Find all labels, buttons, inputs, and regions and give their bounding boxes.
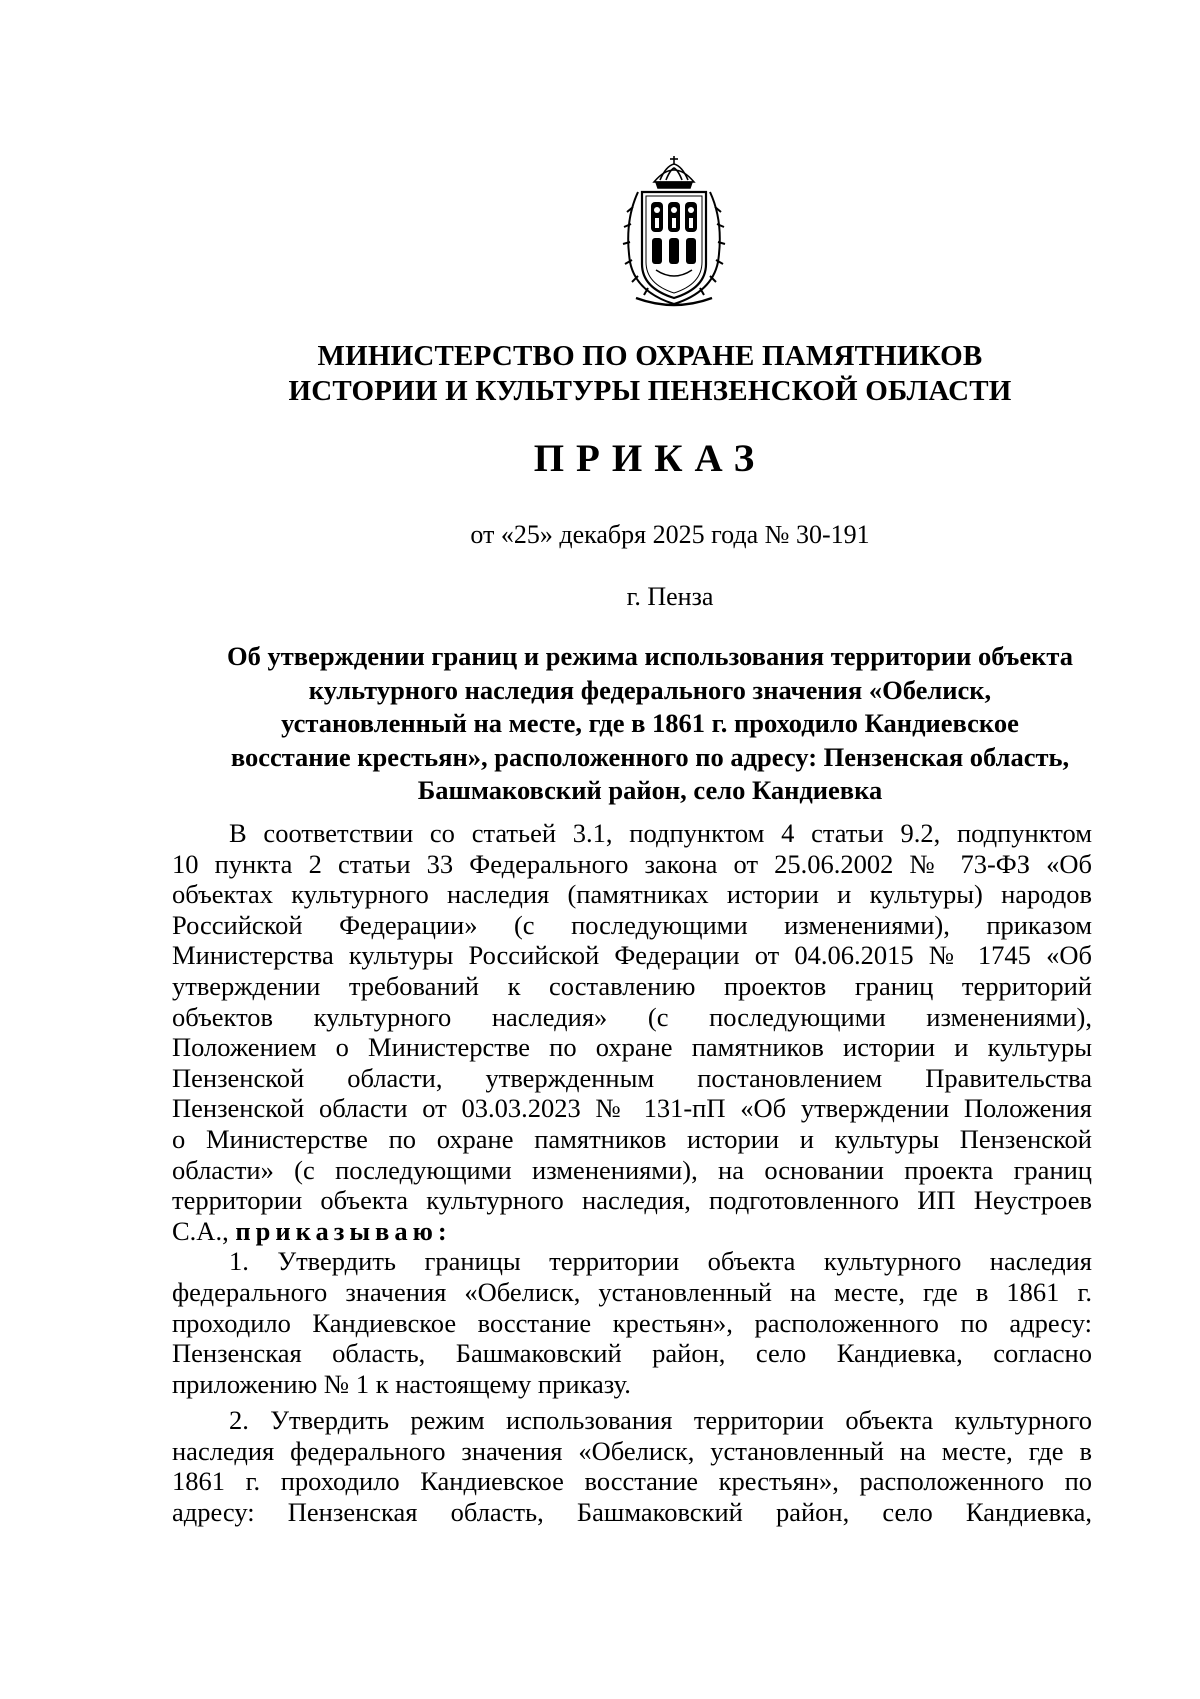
document-type-heading: ПРИКАЗ bbox=[533, 437, 767, 480]
coat-of-arms-emblem bbox=[616, 152, 732, 310]
order-title bbox=[150, 640, 1150, 808]
item2-line: адресу: Пензенская область, Башмаковский район, село Кандиевка, bbox=[172, 1497, 1092, 1528]
order-body bbox=[172, 818, 1092, 1528]
preamble-line: Положением о Министерстве по охране памятников истории и культуры bbox=[172, 1032, 1092, 1063]
item1-line: Пензенская область, Башмаковский район, село Кандиевка, согласно bbox=[172, 1338, 1092, 1369]
order-word: приказываю: bbox=[235, 1215, 452, 1246]
order-city: г. Пенза bbox=[626, 582, 714, 611]
preamble-line: В соответствии со статьей 3.1, подпунктом 4 статьи 9.2, подпунктом bbox=[229, 818, 1092, 848]
title-line: Башмаковский район, село Кандиевка bbox=[417, 775, 883, 805]
preamble-line: объектах культурного наследия (памятниках истории и культуры) народов bbox=[172, 879, 1092, 910]
preamble-line: Российской Федерации» (с последующими изменениями), приказом bbox=[172, 909, 1092, 940]
order-date-number: от «25» декабря 2025 года № 30-191 bbox=[470, 520, 870, 549]
ministry-name-line2: ИСТОРИИ И КУЛЬТУРЫ ПЕНЗЕНСКОЙ ОБЛАСТИ bbox=[288, 375, 1012, 407]
preamble-line: Министерства культуры Российской Федерации от 04.06.2015 № 1745 «Об bbox=[172, 940, 1092, 971]
title-line: установленный на месте, где в 1861 г. проходило Кандиевское bbox=[281, 708, 1019, 738]
item2-line: 1861 г. проходило Кандиевское восстание крестьян», расположенного по bbox=[172, 1466, 1092, 1497]
preamble-line: объектов культурного наследия» (с последующими изменениями), bbox=[172, 1001, 1092, 1032]
item1-line: федерального значения «Обелиск, установленный на месте, где в 1861 г. bbox=[172, 1276, 1092, 1307]
title-line: восстание крестьян», расположенного по адресу: Пензенская область, bbox=[230, 741, 1070, 772]
preamble-line: Пензенской области от 03.03.2023 № 131-пП «Об утверждении Положения bbox=[172, 1093, 1092, 1124]
preamble-line: территории объекта культурного наследия, подготовленного ИП Неустроев bbox=[172, 1185, 1092, 1216]
preamble-line: о Министерстве по охране памятников истории и культуры Пензенской bbox=[172, 1123, 1092, 1154]
preamble-line: 10 пункта 2 статьи 33 Федерального закона от 25.06.2002 № 73-ФЗ «Об bbox=[172, 848, 1092, 879]
title-line: культурного наследия федерального значения «Обелиск, bbox=[308, 674, 992, 705]
preamble-line: Пензенской области, утвержденным постановлением Правительства bbox=[172, 1062, 1092, 1093]
title-line: Об утверждении границ и режима использования территории объекта bbox=[227, 641, 1073, 671]
item1-line: приложению № 1 к настоящему приказу. bbox=[172, 1368, 631, 1399]
preamble-line: утверждении требований к составлению проектов границ территорий bbox=[172, 970, 1092, 1001]
item1-line: проходило Кандиевское восстание крестьян», расположенного по адресу: bbox=[172, 1307, 1092, 1338]
preamble-last-line bbox=[172, 1216, 1092, 1247]
item2-line: наследия федерального значения «Обелиск, установленный на месте, где в bbox=[172, 1435, 1092, 1466]
item1-line: 1. Утвердить границы территории объекта культурного наследия bbox=[229, 1246, 1092, 1277]
preamble-last-prefix: С.А., bbox=[172, 1215, 236, 1246]
item2-line: 2. Утвердить режим использования территории объекта культурного bbox=[229, 1405, 1092, 1436]
preamble-line: области» (с последующими изменениями), на основании проекта границ bbox=[172, 1154, 1092, 1185]
ministry-name-line1: МИНИСТЕРСТВО ПО ОХРАНЕ ПАМЯТНИКОВ bbox=[317, 340, 983, 372]
